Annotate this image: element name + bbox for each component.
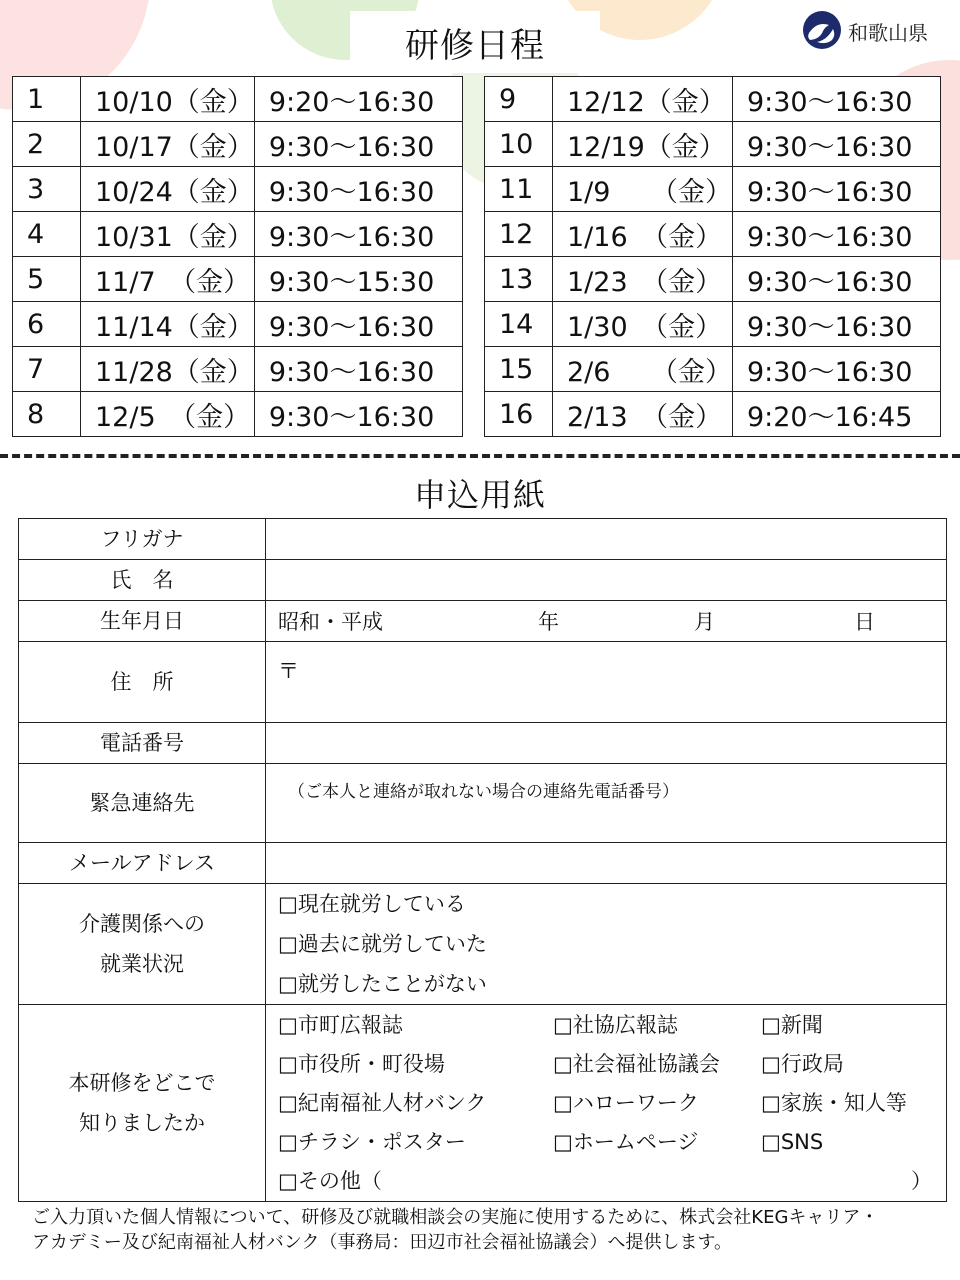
schedule-session-number: 15	[485, 347, 553, 392]
schedule-time: 9:30～16:30	[254, 392, 462, 437]
employment-label	[19, 884, 266, 1005]
schedule-date: 1/30 （金）	[553, 302, 733, 347]
schedule-session-number: 3	[13, 167, 81, 212]
schedule-table-left	[12, 76, 463, 437]
prefecture-logo	[802, 6, 942, 50]
schedule-row	[13, 347, 463, 392]
furigana-field[interactable]	[266, 519, 947, 560]
schedule-time: 9:20～16:45	[732, 392, 940, 437]
dob-day: 日	[854, 610, 875, 634]
source-label	[19, 1005, 266, 1202]
schedule-session-number: 5	[13, 257, 81, 302]
schedule-row	[485, 302, 941, 347]
furigana-row	[19, 519, 947, 560]
schedule-row	[13, 77, 463, 122]
emergency-row	[19, 764, 947, 843]
schedule-row	[485, 347, 941, 392]
schedule-time: 9:30～16:30	[732, 257, 940, 302]
schedule-session-number: 4	[13, 212, 81, 257]
schedule-time: 9:30～16:30	[732, 302, 940, 347]
source-option[interactable]: □社協広報誌	[553, 1012, 678, 1037]
schedule-row	[485, 212, 941, 257]
schedule-date: 2/6 （金）	[553, 347, 733, 392]
dob-era: 昭和・平成	[278, 610, 383, 634]
schedule-time: 9:30～16:30	[732, 167, 940, 212]
schedule-date: 1/9 （金）	[553, 167, 733, 212]
schedule-row	[13, 392, 463, 437]
schedule-row	[13, 122, 463, 167]
source-option[interactable]: □ハローワーク	[553, 1090, 699, 1115]
privacy-notice-line1: ご入力頂いた個人情報について、研修及び就職相談会の実施に使用するために、株式会社KEGキャリア・	[32, 1207, 879, 1228]
schedule-time: 9:30～16:30	[732, 347, 940, 392]
schedule-session-number: 14	[485, 302, 553, 347]
address-label: 住 所	[19, 642, 266, 723]
schedule-date: 11/14（金）	[81, 302, 255, 347]
form-title: 申込用紙	[413, 476, 546, 514]
schedule-row	[485, 257, 941, 302]
employment-label-line1: 介護関係への	[79, 912, 205, 936]
schedule-time: 9:30～16:30	[732, 212, 940, 257]
schedule-session-number: 12	[485, 212, 553, 257]
dob-row	[19, 601, 947, 642]
source-option[interactable]: □紀南福祉人材バンク	[278, 1090, 487, 1115]
employment-option-current[interactable]: □現在就労している	[278, 892, 466, 916]
schedule-row	[13, 302, 463, 347]
emergency-note: （ご本人と連絡が取れない場合の連絡先電話番号）	[288, 781, 679, 802]
source-option[interactable]: □市町広報誌	[278, 1012, 403, 1037]
schedule-row	[485, 167, 941, 212]
source-other-suffix: ）	[911, 1168, 932, 1193]
phone-row	[19, 723, 947, 764]
privacy-notice	[32, 1205, 942, 1255]
schedule-date: 10/10（金）	[81, 77, 255, 122]
name-row	[19, 560, 947, 601]
furigana-label: フリガナ	[19, 519, 266, 560]
schedule-date: 12/19（金）	[553, 122, 733, 167]
source-option[interactable]: □行政局	[761, 1051, 844, 1076]
employment-option-past[interactable]: □過去に就労していた	[278, 932, 487, 956]
source-option[interactable]: □社会福祉協議会	[553, 1051, 720, 1076]
phone-label: 電話番号	[19, 723, 266, 764]
name-field[interactable]	[266, 560, 947, 601]
schedule-time: 9:30～16:30	[254, 122, 462, 167]
schedule-row	[13, 257, 463, 302]
emergency-field[interactable]	[266, 764, 947, 843]
schedule-time: 9:20～16:30	[254, 77, 462, 122]
schedule-time: 9:30～16:30	[254, 302, 462, 347]
schedule-session-number: 6	[13, 302, 81, 347]
dob-field[interactable]	[266, 601, 947, 642]
schedule-row	[485, 392, 941, 437]
application-form	[18, 518, 947, 1202]
name-label: 氏 名	[19, 560, 266, 601]
email-label: メールアドレス	[19, 843, 266, 884]
schedule-date: 1/23 （金）	[553, 257, 733, 302]
employment-row	[19, 884, 947, 1005]
address-row	[19, 642, 947, 723]
schedule-session-number: 7	[13, 347, 81, 392]
source-row	[19, 1005, 947, 1202]
source-option[interactable]: □市役所・町役場	[278, 1051, 445, 1076]
email-field[interactable]	[266, 843, 947, 884]
dashed-divider	[0, 454, 960, 458]
source-option[interactable]: □ホームページ	[553, 1129, 699, 1154]
schedule-date: 10/31（金）	[81, 212, 255, 257]
schedule-session-number: 1	[13, 77, 81, 122]
phone-field[interactable]	[266, 723, 947, 764]
schedule-date: 11/7 （金）	[81, 257, 255, 302]
schedule-session-number: 10	[485, 122, 553, 167]
schedule-time: 9:30～16:30	[254, 167, 462, 212]
wakayama-emblem-icon	[802, 10, 842, 50]
source-option[interactable]: □家族・知人等	[761, 1090, 907, 1115]
source-other-prefix: □その他（	[278, 1168, 382, 1193]
employment-option-never[interactable]: □就労したことがない	[278, 972, 487, 996]
source-option-other[interactable]	[278, 1162, 946, 1201]
schedule-date: 2/13 （金）	[553, 392, 733, 437]
schedule-row	[485, 122, 941, 167]
schedule-date: 1/16 （金）	[553, 212, 733, 257]
schedule-time: 9:30～16:30	[254, 347, 462, 392]
schedule-time: 9:30～16:30	[732, 77, 940, 122]
employment-label-line2: 就業状況	[100, 952, 184, 976]
schedule-row	[13, 167, 463, 212]
schedule-session-number: 9	[485, 77, 553, 122]
source-option[interactable]: □SNS	[761, 1129, 824, 1154]
schedule-time: 9:30～15:30	[254, 257, 462, 302]
postal-mark: 〒	[278, 659, 299, 683]
email-row	[19, 843, 947, 884]
source-option[interactable]: □チラシ・ポスター	[278, 1129, 466, 1154]
dob-label: 生年月日	[19, 601, 266, 642]
schedule-time: 9:30～16:30	[732, 122, 940, 167]
schedule-session-number: 2	[13, 122, 81, 167]
source-label-line2: 知りましたか	[79, 1111, 205, 1135]
schedule-row	[13, 212, 463, 257]
schedule-date: 10/24（金）	[81, 167, 255, 212]
employment-options	[266, 884, 947, 1005]
schedule-session-number: 16	[485, 392, 553, 437]
dob-month: 月	[694, 610, 715, 634]
source-label-line1: 本研修をどこで	[68, 1071, 216, 1095]
emergency-label: 緊急連絡先	[19, 764, 266, 843]
address-field[interactable]	[266, 642, 947, 723]
schedule-session-number: 8	[13, 392, 81, 437]
schedule-date: 10/17（金）	[81, 122, 255, 167]
schedule-date: 12/5 （金）	[81, 392, 255, 437]
schedule-session-number: 11	[485, 167, 553, 212]
schedule-session-number: 13	[485, 257, 553, 302]
logo-text: 和歌山県	[848, 21, 928, 45]
source-option[interactable]: □新聞	[761, 1012, 823, 1037]
privacy-notice-line2: アカデミー及び紀南福祉人材バンク（事務局：田辺市社会福祉協議会）へ提供します。	[32, 1232, 733, 1253]
schedule-time: 9:30～16:30	[254, 212, 462, 257]
dob-year: 年	[538, 610, 559, 634]
source-options	[266, 1005, 947, 1202]
schedule-table-right	[484, 76, 941, 437]
schedule-row	[485, 77, 941, 122]
schedule-date: 11/28（金）	[81, 347, 255, 392]
schedule-date: 12/12（金）	[553, 77, 733, 122]
schedule-title: 研修日程	[405, 26, 545, 66]
